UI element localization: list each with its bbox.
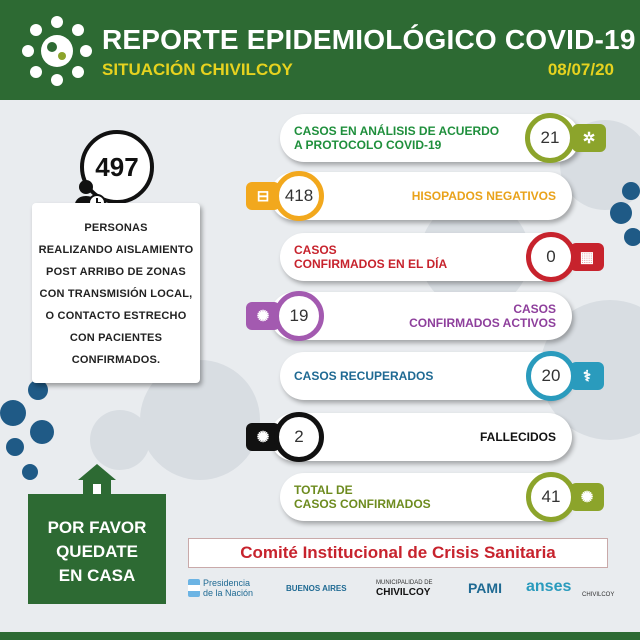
stethoscope-icon: ⚕ — [570, 362, 604, 390]
info-line: PERSONAS — [84, 222, 148, 234]
calendar-icon: ▦ — [570, 243, 604, 271]
house-icon — [76, 462, 118, 498]
virus-dots-left — [0, 380, 60, 490]
municipalidad-logo: MUNICIPALIDAD DE CHIVILCOY — [376, 580, 433, 598]
stat-value-ring: 20 — [526, 351, 576, 401]
flag-icon — [188, 579, 200, 597]
report-date: 08/07/20 — [547, 60, 614, 79]
isolation-info-card — [32, 203, 200, 383]
stay-home-line: QUEDATE — [56, 542, 138, 561]
stat-value-ring: 19 — [274, 291, 324, 341]
info-line: O CONTACTO ESTRECHO — [45, 310, 187, 322]
isolation-count: 497 — [80, 130, 154, 204]
report-title: REPORTE EPIDEMIOLÓGICO COVID-19 — [102, 24, 636, 55]
stay-home-line: POR FAVOR — [47, 518, 147, 537]
stat-label: CASOS RECUPERADOS — [294, 369, 434, 383]
stay-home-line: EN CASA — [58, 566, 136, 585]
info-line: REALIZANDO AISLAMIENTO — [38, 244, 194, 256]
sponsor-logos — [186, 576, 616, 606]
report-subtitle: SITUACIÓN CHIVILCOY — [102, 60, 293, 79]
virus-icon — [22, 16, 92, 86]
info-line: CON TRANSMISIÓN LOCAL, — [39, 288, 193, 300]
stat-label: FALLECIDOS — [479, 430, 556, 444]
pami-logo: PAMI — [468, 580, 502, 596]
info-line: CONFIRMADOS. — [71, 354, 161, 366]
stat-label: TOTAL DE CASOS CONFIRMADOS — [294, 483, 431, 511]
virus-icon: ✺ — [246, 423, 280, 451]
swab-icon: ⊟ — [246, 182, 280, 210]
stat-label: CASOS CONFIRMADOS EN EL DÍA — [294, 243, 448, 271]
hospital-logo: CHIVILCOY — [582, 592, 615, 598]
info-line: CON PACIENTES — [69, 332, 163, 344]
committee-banner: Comité Institucional de Crisis Sanitaria — [188, 538, 608, 568]
stat-label: CASOS EN ANÁLISIS DE ACUERDO A PROTOCOLO COVID-19 — [294, 124, 500, 152]
virus-icon: ✺ — [570, 483, 604, 511]
virus-dots-right — [608, 182, 640, 252]
background-bubble — [90, 410, 150, 470]
stat-label: HISOPADOS NEGATIVOS — [411, 189, 556, 203]
microscope-icon: ✲ — [572, 124, 606, 152]
stat-value-ring: 2 — [274, 412, 324, 462]
stat-value-ring: 21 — [525, 113, 575, 163]
presidencia-logo: Presidencia de la Nación — [188, 578, 253, 598]
info-line: POST ARRIBO DE ZONAS — [46, 266, 186, 278]
virus-icon: ✺ — [246, 302, 280, 330]
stat-value-ring: 418 — [274, 171, 324, 221]
stat-value-ring: 0 — [526, 232, 576, 282]
header-banner — [0, 0, 640, 100]
stat-value-ring: 41 — [526, 472, 576, 522]
buenos-aires-logo: BUENOS AIRES — [286, 584, 347, 593]
stay-home-box — [28, 494, 166, 604]
anses-logo: anses — [526, 578, 572, 595]
stat-label: CASOS CONFIRMADOS ACTIVOS — [409, 302, 556, 330]
bottom-bar — [0, 632, 640, 640]
